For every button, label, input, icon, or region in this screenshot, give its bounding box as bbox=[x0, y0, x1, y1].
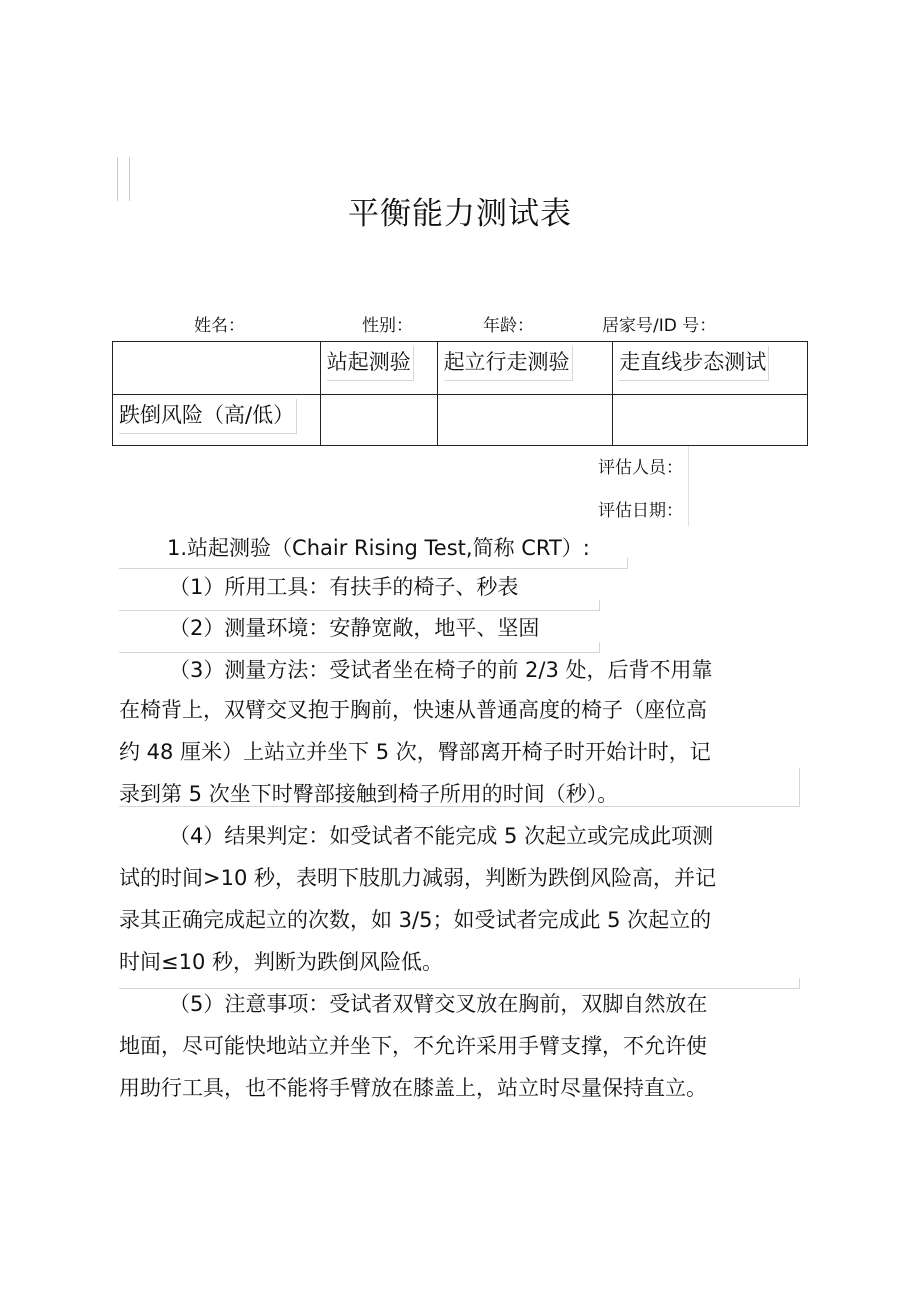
section-heading: 1.站起测验（Chair Rising Test,简称 CRT）: bbox=[167, 536, 590, 560]
fall-risk-table bbox=[112, 341, 808, 446]
method-line-4: 录到第 5 次坐下时臀部接触到椅子所用的时间（秒）。 bbox=[119, 782, 619, 806]
text-guide bbox=[119, 558, 628, 569]
caution-line-2: 地面，尽可能快地站立并坐下，不允许采用手臂支撑，不允许使 bbox=[119, 1034, 707, 1058]
method-line-1: （3）测量方法：受试者坐在椅子的前 2/3 处，后背不用靠 bbox=[169, 658, 713, 682]
text-guide bbox=[119, 642, 600, 653]
evaluation-date-label: 评估日期： bbox=[598, 501, 683, 521]
page-title: 平衡能力测试表 bbox=[348, 196, 572, 232]
header-chair-rising-test: 站起测验 bbox=[320, 342, 437, 395]
cell-tandem-gait-result[interactable] bbox=[613, 395, 808, 446]
result-line-4: 时间≤10 秒，判断为跌倒风险低。 bbox=[119, 950, 443, 974]
table-row bbox=[113, 395, 808, 446]
table-corner-cell bbox=[113, 342, 321, 395]
environment-item: （2）测量环境：安静宽敞，地平、坚固 bbox=[169, 616, 540, 640]
header-tandem-gait-test: 走直线步态测试 bbox=[613, 342, 808, 395]
result-line-1: （4）结果判定：如受试者不能完成 5 次起立或完成此项测 bbox=[169, 824, 714, 848]
name-field-label: 姓名： bbox=[194, 316, 245, 336]
caution-line-1: （5）注意事项：受试者双臂交叉放在胸前，双脚自然放在 bbox=[169, 992, 708, 1016]
id-field-label: 居家号/ID 号： bbox=[602, 316, 717, 336]
table-header-row bbox=[113, 342, 808, 395]
method-line-2: 在椅背上，双臂交叉抱于胸前，快速从普通高度的椅子（座位高 bbox=[119, 698, 707, 722]
gender-field-label: 性别： bbox=[362, 316, 413, 336]
text-guide bbox=[119, 768, 800, 807]
text-guide bbox=[119, 978, 800, 989]
text-guide bbox=[119, 600, 600, 611]
result-line-2: 试的时间>10 秒，表明下肢肌力减弱，判断为跌倒风险高，并记 bbox=[119, 866, 716, 890]
cell-chair-rising-result[interactable] bbox=[320, 395, 437, 446]
result-line-3: 录其正确完成起立的次数，如 3/5；如受试者完成此 5 次起立的 bbox=[119, 908, 712, 932]
header-timed-up-and-go: 起立行走测验 bbox=[437, 342, 613, 395]
cell-up-and-go-result[interactable] bbox=[437, 395, 613, 446]
age-field-label: 年龄： bbox=[483, 316, 534, 336]
tools-item: （1）所用工具：有扶手的椅子、秒表 bbox=[169, 575, 519, 599]
row-label-fall-risk: 跌倒风险（高/低） bbox=[113, 395, 321, 446]
method-line-3: 约 48 厘米）上站立并坐下 5 次，臀部离开椅子时开始计时，记 bbox=[119, 740, 711, 764]
evaluator-label: 评估人员： bbox=[598, 458, 683, 478]
caution-line-3: 用助行工具，也不能将手臂放在膝盖上，站立时尽量保持直立。 bbox=[119, 1076, 707, 1100]
